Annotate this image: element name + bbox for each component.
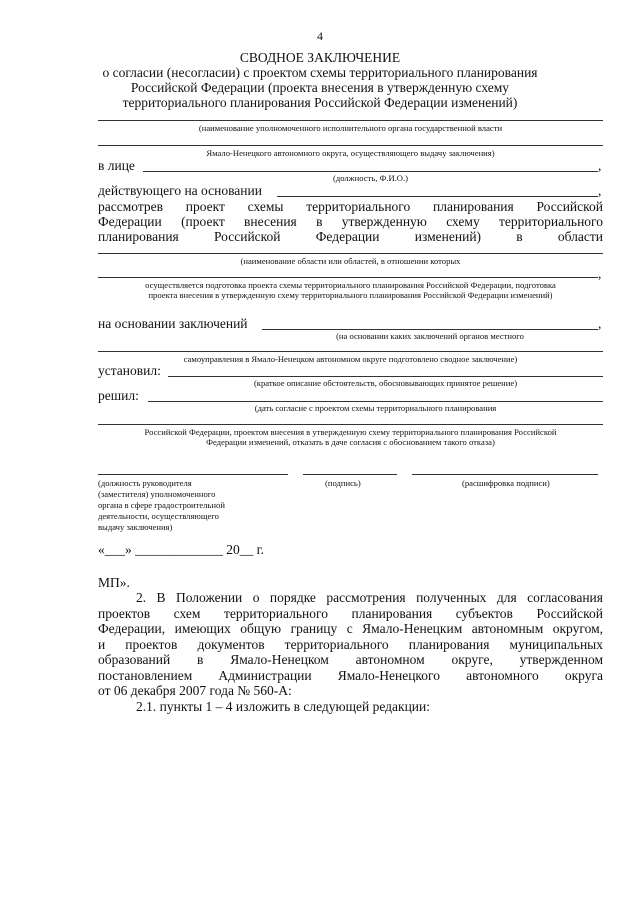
document-subtitle-line: о согласии (несогласии) с проектом схемы территориального планирования: [102, 65, 538, 80]
page-number: 4: [317, 29, 323, 43]
document-subtitle-line: территориального планирования Российской Федерации изменений): [122, 95, 518, 110]
paragraph-line: от 06 декабря 2007 года № 560-А:: [98, 683, 292, 698]
label-based-on: на основании заключений: [98, 316, 248, 331]
paragraph-line: Федерации, имеющих общую границу с Ямало-Ненецким автономным округом,: [98, 621, 603, 636]
caption-authority: (наименование уполномоченного исполнительного органа государственной власти: [198, 123, 503, 133]
comma: ,: [598, 316, 602, 331]
signature-decode-caption: (расшифровка подписи): [462, 478, 550, 488]
caption-area-name: (наименование области или областей, в отношении которых: [240, 256, 461, 266]
fill-line-decided: [148, 401, 603, 402]
comma: ,: [598, 183, 602, 198]
paragraph-line: и проектов документов территориального планирования муниципальных: [98, 636, 603, 652]
paragraph-2-1: 2.1. пункты 1 – 4 изложить в следующей редакции:: [136, 699, 431, 714]
signature-date: «___» _____________ 20__ г.: [98, 542, 265, 557]
caption-established: (краткое описание обстоятельств, обосновывающих принятое решение): [253, 378, 518, 388]
fill-line-acting: [277, 196, 598, 197]
caption-basis-line: самоуправления в Ямало-Ненецком автономном округе подготовлено сводное заключение): [183, 354, 518, 364]
signature-decode-line: [412, 474, 598, 475]
label-established: установил:: [98, 363, 161, 378]
fill-line-established: [168, 376, 603, 377]
planning-line: планирования Российской Федерации изменений) в области: [98, 229, 604, 244]
caption-position-name: (должность, Ф.И.О.): [332, 173, 409, 183]
federation-line: Федерации (проект внесения в утвержденную схему территориального: [98, 214, 604, 229]
signature-position-caption: (заместителя) уполномоченного: [98, 489, 216, 499]
label-decided: решил:: [98, 388, 139, 403]
paragraph-line: постановлением Администрации Ямало-Ненецкого автономного округа: [98, 667, 603, 683]
paragraph-line: образований в Ямало-Ненецком автономном округе, утвержденном: [98, 652, 603, 667]
signature-position-line: [98, 474, 288, 475]
signature-line: [303, 474, 397, 475]
fill-line: [98, 424, 603, 425]
fill-line: [98, 351, 603, 352]
fill-line: [98, 277, 598, 278]
fill-line-based-on: [262, 329, 598, 330]
paragraph-2: [98, 590, 603, 699]
fill-line: [98, 120, 603, 121]
signature-position-caption: деятельности, осуществляющего: [98, 511, 219, 521]
caption-decision-line: Российской Федерации, проектом внесения в утвержденную схему территориального планирования Российской: [144, 427, 557, 437]
paragraph-line: 2. В Положении о порядке рассмотрения полученных для согласования: [136, 590, 603, 605]
caption-decision-line: (дать согласие с проектом схемы территориального планирования: [254, 403, 497, 413]
stamp-mark: МП».: [98, 575, 130, 590]
document-title: СВОДНОЕ ЗАКЛЮЧЕНИЕ: [239, 50, 401, 65]
fill-line: [98, 253, 603, 254]
comma: ,: [598, 158, 602, 173]
signature-position-caption: органа в сфере градостроительной: [98, 500, 225, 510]
reviewed-line: рассмотрев проект схемы территориального планирования Российской: [98, 199, 603, 214]
caption-decision-line: Федерации изменений, отказать в даче согласия с обоснованием такого отказа): [206, 437, 495, 447]
caption-prep-line: проекта внесения в утвержденную схему территориального планирования Российской Федерации изменений): [148, 290, 553, 300]
fill-line-in-person: [143, 171, 598, 172]
signature-position-caption: (должность руководителя: [98, 478, 192, 488]
label-in-person: в лице: [98, 158, 135, 173]
label-acting: действующего на основании: [98, 183, 262, 198]
caption-prep-line: осуществляется подготовка проекта схемы территориального планирования Российской Федерации, подготовка: [145, 280, 556, 290]
caption-region-issuer: Ямало-Ненецкого автономного округа, осуществляющего выдачу заключения): [206, 148, 495, 158]
comma: ,: [598, 266, 602, 281]
signature-position-caption: выдачу заключения): [98, 522, 173, 532]
document-subtitle-line: Российской Федерации (проекта внесения в утвержденную схему: [130, 80, 510, 95]
paragraph-line: проектов схем территориального планирования субъектов Российской: [98, 605, 603, 621]
caption-basis-line: (на основании каких заключений органов местного: [336, 331, 524, 341]
fill-line: [98, 145, 603, 146]
signature-caption: (подпись): [325, 478, 361, 488]
